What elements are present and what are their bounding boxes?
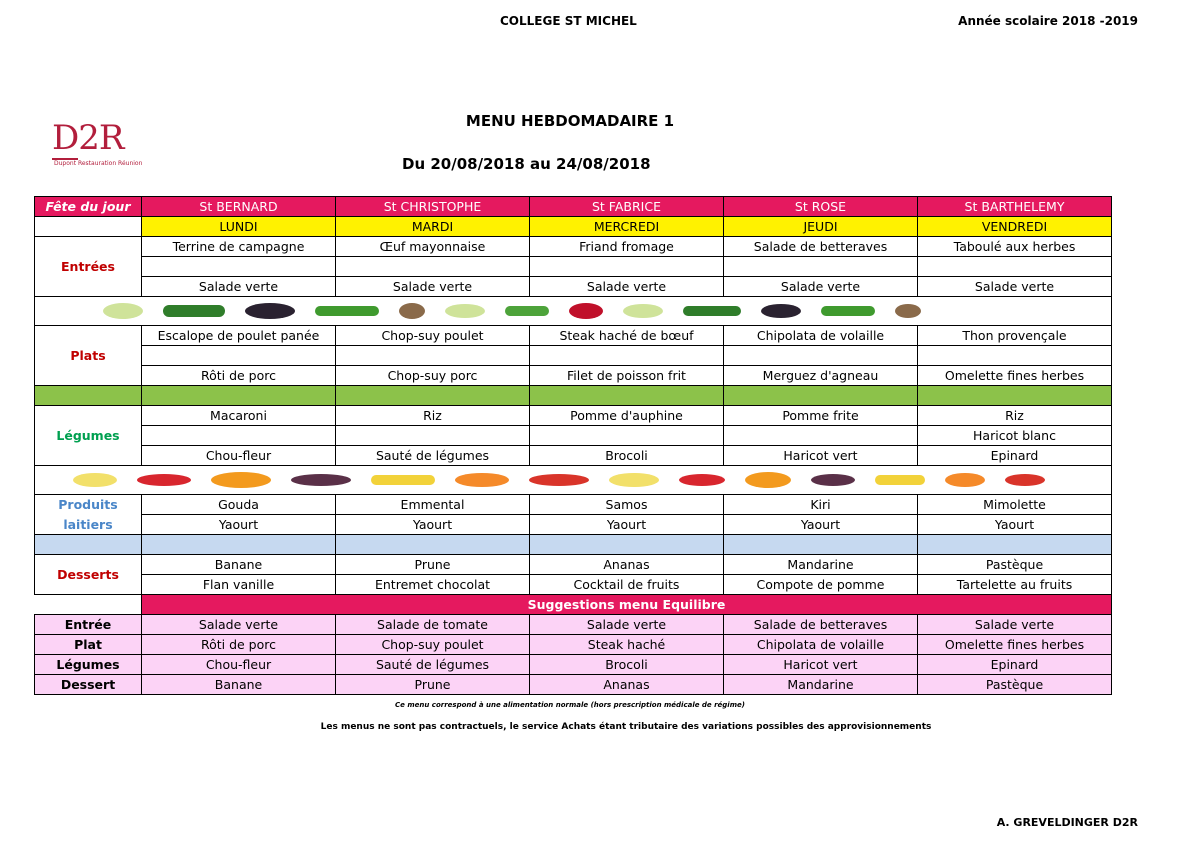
menu-cell: Filet de poisson frit	[530, 366, 724, 386]
menu-cell: Riz	[336, 406, 530, 426]
green-beans-icon	[315, 306, 379, 316]
menu-cell: Friand fromage	[530, 237, 724, 257]
suggestion-cell: Epinard	[918, 655, 1112, 675]
menu-cell: Kiri	[724, 495, 918, 515]
diet-note: Ce menu correspond à une alimentation normale (hors prescription médicale de régime)	[395, 701, 745, 709]
walnut-icon	[399, 303, 425, 319]
suggestion-cell: Salade verte	[918, 615, 1112, 635]
blue-separator-row	[35, 535, 1112, 555]
menu-cell: Entremet chocolat	[336, 575, 530, 595]
menu-cell: Escalope de poulet panée	[142, 326, 336, 346]
fennel-icon	[445, 304, 485, 318]
separator-cell	[336, 386, 530, 406]
suggestion-cell: Rôti de porc	[142, 635, 336, 655]
separator-cell	[724, 386, 918, 406]
date-range: Du 20/08/2018 au 24/08/2018	[402, 155, 651, 173]
apricot-icon	[455, 473, 509, 487]
suggestion-row	[35, 635, 1112, 655]
laitiers-label-1: Produits	[35, 495, 142, 515]
suggestion-cell: Chipolata de volaille	[724, 635, 918, 655]
menu-cell	[530, 346, 724, 366]
logo-subtitle: Dupont Restauration Réunion	[54, 160, 143, 167]
menu-cell: Banane	[142, 555, 336, 575]
day-header: LUNDI	[142, 217, 336, 237]
separator-cell	[530, 386, 724, 406]
separator-cell	[530, 535, 724, 555]
menu-cell: Mandarine	[724, 555, 918, 575]
menu-cell: Brocoli	[530, 446, 724, 466]
menu-cell: Chipolata de volaille	[724, 326, 918, 346]
separator-cell	[918, 386, 1112, 406]
suggestion-label: Légumes	[35, 655, 142, 675]
suggestion-label: Dessert	[35, 675, 142, 695]
strawberries-icon	[679, 474, 725, 486]
suggestion-label: Plat	[35, 635, 142, 655]
suggestion-cell: Brocoli	[530, 655, 724, 675]
tomato-icon	[529, 474, 589, 486]
plats-row-1	[35, 326, 1112, 346]
legumes-label: Légumes	[35, 406, 142, 466]
saint-cell: St ROSE	[724, 197, 918, 217]
suggestion-cell: Chop-suy poulet	[336, 635, 530, 655]
menu-cell: Compote de pomme	[724, 575, 918, 595]
menu-cell: Riz	[918, 406, 1112, 426]
cucumber-icon	[683, 306, 741, 316]
plats-row-3	[35, 366, 1112, 386]
day-header: MARDI	[336, 217, 530, 237]
vegetables-image-row	[35, 297, 1112, 326]
plats-label: Plats	[35, 326, 142, 386]
suggestion-cell: Salade verte	[530, 615, 724, 635]
menu-cell: Steak haché de bœuf	[530, 326, 724, 346]
suggestion-cell: Sauté de légumes	[336, 655, 530, 675]
suggestion-cell: Salade de tomate	[336, 615, 530, 635]
green-beans-icon	[821, 306, 875, 316]
blackberries-icon	[245, 303, 295, 319]
lemon-icon	[609, 473, 659, 487]
fete-row	[35, 197, 1112, 217]
laitiers-row-2	[35, 515, 1112, 535]
green-separator-row	[35, 386, 1112, 406]
menu-cell: Chop-suy porc	[336, 366, 530, 386]
separator-cell	[142, 386, 336, 406]
menu-cell	[530, 426, 724, 446]
menu-cell: Yaourt	[530, 515, 724, 535]
fennel-icon	[103, 303, 143, 319]
desserts-row-2	[35, 575, 1112, 595]
day-header: JEUDI	[724, 217, 918, 237]
banana-icon	[371, 475, 435, 485]
menu-cell: Haricot blanc	[918, 426, 1112, 446]
menu-cell	[918, 257, 1112, 277]
day-header: MERCREDI	[530, 217, 724, 237]
legumes-row-3	[35, 446, 1112, 466]
menu-cell: Salade verte	[142, 277, 336, 297]
menu-cell	[918, 346, 1112, 366]
menu-cell: Epinard	[918, 446, 1112, 466]
menu-cell	[142, 426, 336, 446]
menu-cell: Salade verte	[336, 277, 530, 297]
menu-cell	[142, 346, 336, 366]
footer-signature: A. GREVELDINGER D2R	[996, 816, 1138, 829]
suggestion-cell: Ananas	[530, 675, 724, 695]
separator-cell	[35, 386, 142, 406]
menu-cell	[336, 426, 530, 446]
suggestions-title: Suggestions menu Equilibre	[142, 595, 1112, 615]
entrees-row-1	[35, 237, 1112, 257]
empty-cell	[35, 595, 142, 615]
day-header: VENDREDI	[918, 217, 1112, 237]
menu-cell	[724, 257, 918, 277]
menu-cell: Mimolette	[918, 495, 1112, 515]
suggestion-cell: Haricot vert	[724, 655, 918, 675]
suggestion-row	[35, 675, 1112, 695]
menu-cell: Pomme frite	[724, 406, 918, 426]
lemon-icon	[73, 473, 117, 487]
suggestion-row	[35, 655, 1112, 675]
suggestion-cell: Banane	[142, 675, 336, 695]
menu-cell: Merguez d'agneau	[724, 366, 918, 386]
suggestion-cell: Steak haché	[530, 635, 724, 655]
entrees-label: Entrées	[35, 237, 142, 297]
menu-cell: Taboulé aux herbes	[918, 237, 1112, 257]
orange-icon	[211, 472, 271, 488]
school-name: COLLEGE ST MICHEL	[500, 14, 637, 28]
menu-cell: Macaroni	[142, 406, 336, 426]
pomegranate-icon	[569, 303, 603, 319]
menu-cell: Yaourt	[336, 515, 530, 535]
menu-cell: Tartelette au fruits	[918, 575, 1112, 595]
desserts-row-1	[35, 555, 1112, 575]
menu-cell: Chou-fleur	[142, 446, 336, 466]
menu-cell: Salade verte	[724, 277, 918, 297]
menu-cell: Haricot vert	[724, 446, 918, 466]
strawberries-icon	[137, 474, 191, 486]
saint-cell: St CHRISTOPHE	[336, 197, 530, 217]
desserts-label: Desserts	[35, 555, 142, 595]
suggestion-cell: Salade verte	[142, 615, 336, 635]
separator-cell	[35, 535, 142, 555]
suggestions-header-row	[35, 595, 1112, 615]
laitiers-label-2: laitiers	[35, 515, 142, 535]
suggestion-cell: Mandarine	[724, 675, 918, 695]
vegetables-image-strip	[35, 297, 1112, 326]
fruits-image-strip	[35, 466, 1112, 495]
menu-cell: Cocktail de fruits	[530, 575, 724, 595]
menu-cell: Yaourt	[142, 515, 336, 535]
menu-cell: Pomme d'auphine	[530, 406, 724, 426]
school-year: Année scolaire 2018 -2019	[958, 14, 1138, 28]
cucumber-icon	[163, 305, 225, 317]
suggestion-row	[35, 615, 1112, 635]
menu-cell	[724, 426, 918, 446]
banana-icon	[875, 475, 925, 485]
saint-cell: St FABRICE	[530, 197, 724, 217]
suggestion-cell: Omelette fines herbes	[918, 635, 1112, 655]
plats-row-2	[35, 346, 1112, 366]
page-title: MENU HEBDOMADAIRE 1	[465, 112, 675, 130]
bean-icon	[505, 306, 549, 316]
menu-cell: Salade verte	[918, 277, 1112, 297]
suggestion-cell: Chou-fleur	[142, 655, 336, 675]
menu-cell: Sauté de légumes	[336, 446, 530, 466]
orange-icon	[745, 472, 791, 488]
menu-cell: Samos	[530, 495, 724, 515]
apricot-icon	[945, 473, 985, 487]
fennel-icon	[623, 304, 663, 318]
menu-cell	[142, 257, 336, 277]
fete-label: Fête du jour	[35, 197, 142, 217]
menu-cell: Œuf mayonnaise	[336, 237, 530, 257]
contract-note: Les menus ne sont pas contractuels, le service Achats étant tributaire des variations possibles des approvisionnements	[320, 722, 932, 732]
weekly-menu-table	[34, 196, 1112, 695]
entrees-row-2	[35, 257, 1112, 277]
saint-cell: St BARTHELEMY	[918, 197, 1112, 217]
figs-icon	[291, 474, 351, 486]
menu-cell: Ananas	[530, 555, 724, 575]
menu-cell	[336, 257, 530, 277]
menu-cell: Yaourt	[724, 515, 918, 535]
menu-cell: Prune	[336, 555, 530, 575]
separator-cell	[336, 535, 530, 555]
legumes-row-1	[35, 406, 1112, 426]
separator-cell	[724, 535, 918, 555]
suggestion-cell: Salade de betteraves	[724, 615, 918, 635]
walnut-icon	[895, 304, 921, 318]
legumes-row-2	[35, 426, 1112, 446]
logo-text: D2R	[52, 118, 124, 158]
suggestion-label: Entrée	[35, 615, 142, 635]
menu-cell: Salade verte	[530, 277, 724, 297]
suggestion-cell: Prune	[336, 675, 530, 695]
menu-cell: Rôti de porc	[142, 366, 336, 386]
menu-cell	[724, 346, 918, 366]
menu-cell: Pastèque	[918, 555, 1112, 575]
suggestion-cell: Pastèque	[918, 675, 1112, 695]
menu-cell: Emmental	[336, 495, 530, 515]
menu-cell: Gouda	[142, 495, 336, 515]
entrees-row-3	[35, 277, 1112, 297]
menu-cell: Yaourt	[918, 515, 1112, 535]
menu-cell: Omelette fines herbes	[918, 366, 1112, 386]
empty-cell	[35, 217, 142, 237]
menu-cell	[336, 346, 530, 366]
fruits-image-row	[35, 466, 1112, 495]
tomato-icon	[1005, 474, 1045, 486]
menu-cell	[530, 257, 724, 277]
menu-cell: Terrine de campagne	[142, 237, 336, 257]
laitiers-row-1	[35, 495, 1112, 515]
separator-cell	[918, 535, 1112, 555]
blackberries-icon	[761, 304, 801, 318]
saint-cell: St BERNARD	[142, 197, 336, 217]
menu-cell: Salade de betteraves	[724, 237, 918, 257]
figs-icon	[811, 474, 855, 486]
menu-cell: Chop-suy poulet	[336, 326, 530, 346]
menu-cell: Thon provençale	[918, 326, 1112, 346]
menu-cell: Flan vanille	[142, 575, 336, 595]
separator-cell	[142, 535, 336, 555]
days-row	[35, 217, 1112, 237]
